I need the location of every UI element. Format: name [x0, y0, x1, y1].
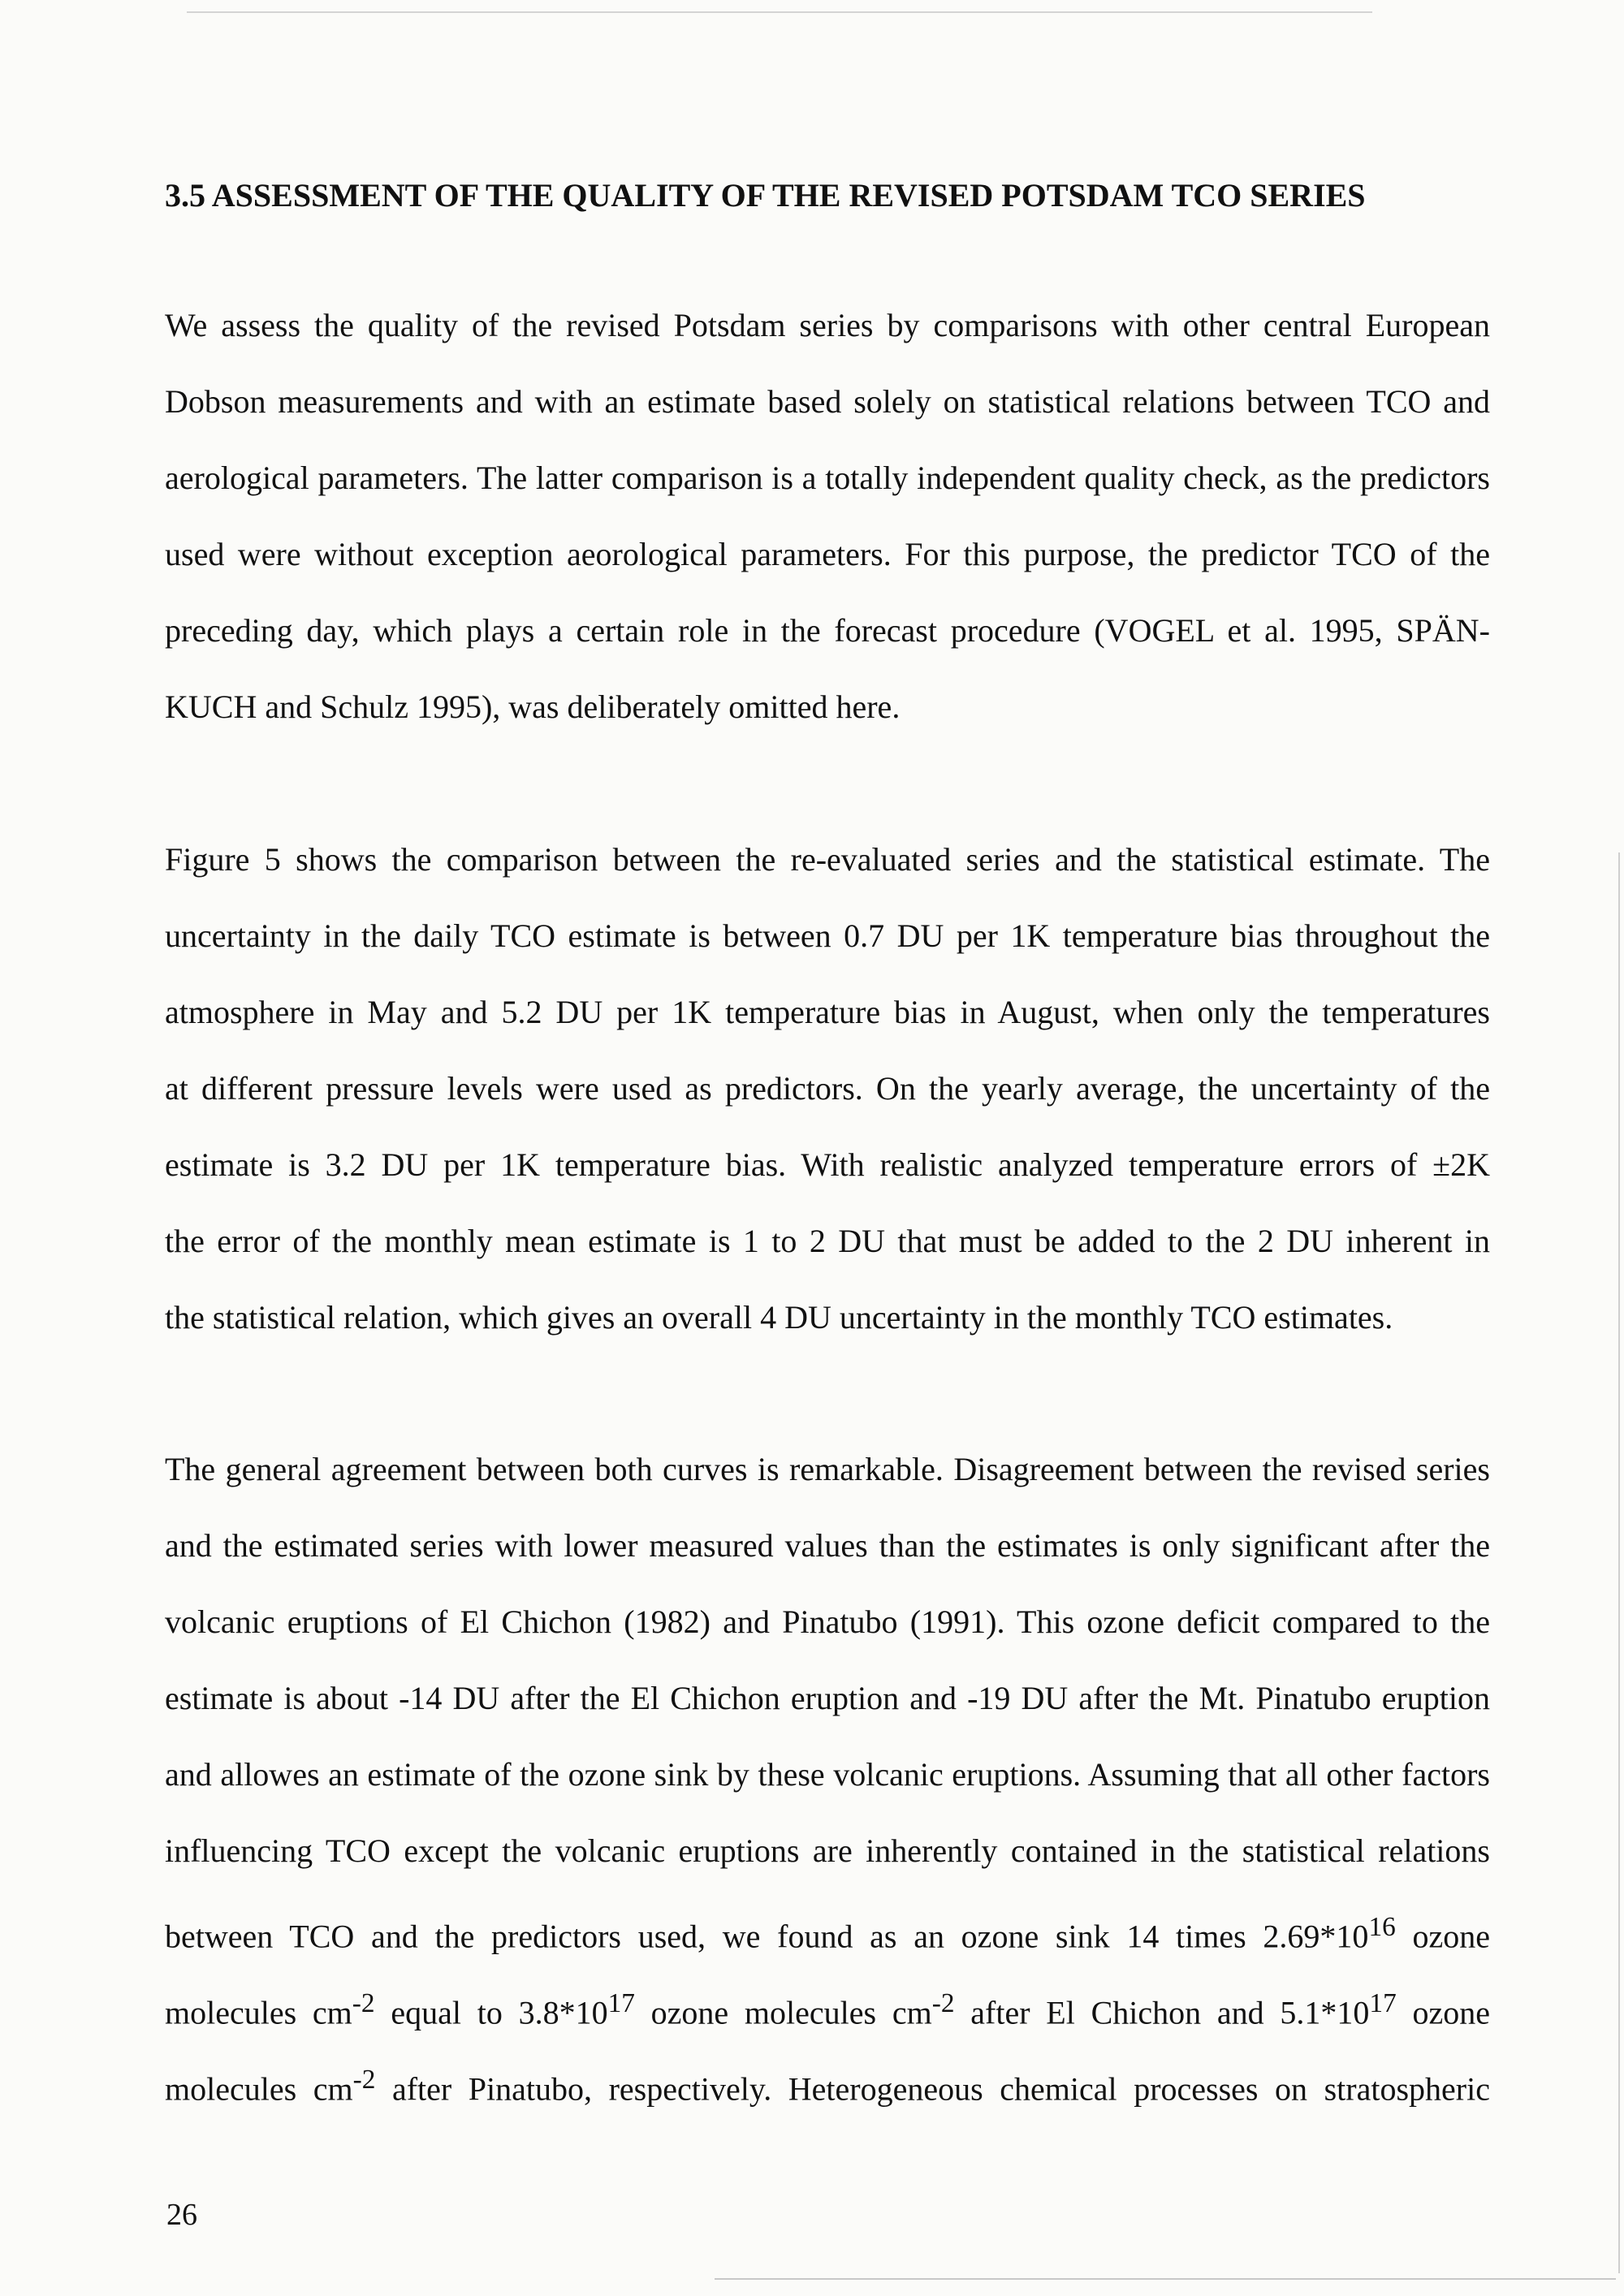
text-line: and the estimated series with lower measured values than the estimates is only significant after the — [165, 1527, 1490, 1564]
text-line: preceding day, which plays a certain role in the forecast procedure (VOGEL et al. 1995, SPÄN- — [165, 612, 1490, 649]
text-line-with-superscript — [165, 1889, 1490, 1966]
superscript: -2 — [931, 1988, 955, 2018]
text-line-with-superscript — [165, 2042, 1490, 2118]
superscript: -2 — [352, 1988, 375, 2018]
superscript: 17 — [1369, 1988, 1397, 2018]
text-line: used were without exception aeorological parameters. For this purpose, the predictor TCO of the — [165, 536, 1490, 572]
text-line: atmosphere in May and 5.2 DU per 1K temperature bias in August, when only the temperatures — [165, 994, 1490, 1030]
paragraph-3 — [165, 1431, 1490, 2118]
text-run: between TCO and the predictors used, we found as an ozone sink 14 times 2.69*10 — [165, 1918, 1369, 1955]
text-run: ozone — [1396, 1994, 1491, 2031]
text-line: Dobson measurements and with an estimate based solely on statistical relations between TCO and — [165, 383, 1490, 420]
text-line: estimate is 3.2 DU per 1K temperature bias. With realistic analyzed temperature errors of ±2K — [165, 1146, 1490, 1183]
text-line: The general agreement between both curves is remarkable. Disagreement between the revised series — [165, 1451, 1490, 1487]
text-line: at different pressure levels were used as predictors. On the yearly average, the uncertainty of the — [165, 1070, 1490, 1107]
text-run: equal to 3.8*10 — [374, 1994, 608, 2031]
page-title: 3.5 ASSESSMENT OF THE QUALITY OF THE REVISED POTSDAM TCO SERIES — [165, 176, 1366, 214]
text-line: aerological parameters. The latter comparison is a totally independent quality check, as the predictors — [165, 460, 1490, 496]
scan-artifact-bottom — [715, 2278, 1616, 2280]
superscript: -2 — [352, 2065, 376, 2095]
text-line: uncertainty in the daily TCO estimate is between 0.7 DU per 1K temperature bias throughout the — [165, 917, 1490, 954]
text-line: the statistical relation, which gives an overall 4 DU uncertainty in the monthly TCO estimates. — [165, 1299, 1393, 1336]
text-run: ozone — [1395, 1918, 1490, 1955]
superscript: 17 — [607, 1988, 635, 2018]
text-line: KUCH and Schulz 1995), was deliberately omitted here. — [165, 688, 901, 725]
text-line: estimate is about -14 DU after the El Chichon eruption and -19 DU after the Mt. Pinatubo eruption — [165, 1680, 1490, 1716]
text-line: influencing TCO except the volcanic eruptions are inherently contained in the statistical relations — [165, 1832, 1490, 1869]
text-line: volcanic eruptions of El Chichon (1982) and Pinatubo (1991). This ozone deficit compared to the — [165, 1603, 1490, 1640]
text-run: after El Chichon and 5.1*10 — [954, 1994, 1370, 2031]
text-line: We assess the quality of the revised Potsdam series by comparisons with other central European — [165, 307, 1490, 343]
text-line: Figure 5 shows the comparison between the re-evaluated series and the statistical estimate. The — [165, 841, 1490, 878]
scan-artifact-top — [187, 11, 1372, 13]
text-line: and allowes an estimate of the ozone sink by these volcanic eruptions. Assuming that all other factors — [165, 1756, 1490, 1793]
text-run: molecules cm — [165, 1994, 352, 2031]
paragraph-2 — [165, 822, 1490, 1356]
scan-artifact-right-edge — [1618, 852, 1620, 2273]
superscript: 16 — [1368, 1912, 1396, 1942]
text-run: after Pinatubo, respectively. Heterogeneous chemical processes on stratospheric — [375, 2070, 1490, 2108]
page-number: 26 — [166, 2198, 197, 2232]
text-line-with-superscript — [165, 1966, 1490, 2042]
paragraph-1 — [165, 287, 1490, 745]
text-line: the error of the monthly mean estimate is 1 to 2 DU that must be added to the 2 DU inherent in — [165, 1223, 1490, 1259]
text-run: ozone molecules cm — [634, 1994, 932, 2031]
text-run: molecules cm — [165, 2070, 353, 2108]
